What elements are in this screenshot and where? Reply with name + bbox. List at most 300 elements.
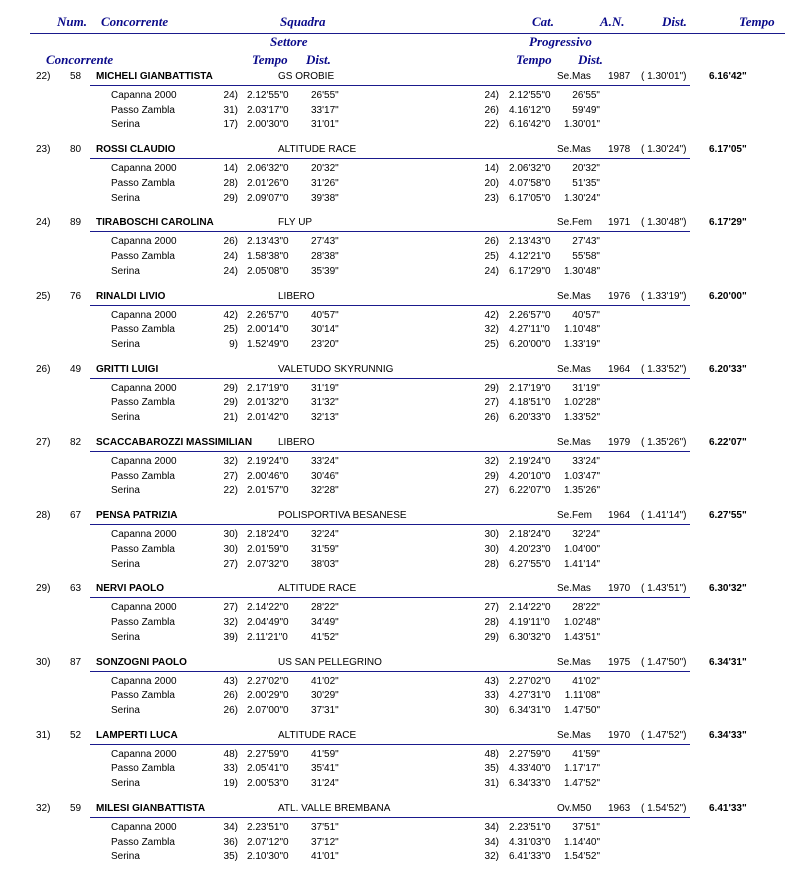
prog-gap: 41'59": [572, 748, 600, 760]
gap: ( 1.33'52"): [641, 363, 687, 375]
position: 31): [36, 729, 51, 741]
entry-rule: [90, 671, 690, 672]
category: Se.Mas: [557, 583, 591, 595]
prog-rank: 32): [484, 851, 499, 863]
split-row: [0, 690, 796, 704]
final-time: 6.34'31": [709, 656, 747, 668]
split-point: Passo Zambla: [111, 617, 175, 629]
split-point: Passo Zambla: [111, 324, 175, 336]
prog-rank: 23): [484, 192, 499, 204]
sector-gap: 35'41": [311, 763, 339, 775]
birth-year: 1964: [608, 363, 631, 375]
prog-gap: 1.10'48": [563, 324, 600, 336]
gap: ( 1.30'24"): [641, 144, 687, 156]
split-row: [0, 471, 796, 485]
header-tempo: Tempo: [739, 14, 775, 29]
category: Ov.M50: [557, 803, 592, 814]
position: 26): [36, 363, 51, 375]
prog-rank: 30): [484, 529, 499, 541]
team-name: ALTITUDE RACE: [278, 583, 357, 595]
sector-rank: 27): [223, 470, 238, 482]
sector-time: 2.07'32"0: [247, 558, 289, 570]
prog-time: 2.06'32"0: [509, 163, 551, 175]
sector-rank: 25): [223, 324, 238, 336]
prog-gap: 1.30'24": [563, 192, 600, 204]
split-row: [0, 178, 796, 192]
split-point: Capanna 2000: [111, 529, 177, 541]
sector-rank: 42): [223, 309, 238, 321]
gap: ( 1.30'48"): [641, 217, 687, 229]
prog-time: 4.20'23"0: [509, 543, 551, 555]
position: 30): [36, 656, 51, 668]
sector-time: 2.23'51"0: [247, 822, 289, 833]
competitor-name: PENSA PATRIZIA: [96, 510, 178, 522]
split-row: [0, 90, 796, 104]
sector-rank: 27): [223, 558, 238, 570]
prog-time: 4.27'31"0: [509, 690, 551, 702]
header-dist: Dist.: [662, 14, 687, 29]
sector-rank: 39): [223, 631, 238, 643]
sector-rank: 43): [223, 675, 238, 687]
result-entry: [0, 434, 796, 507]
sector-time: 2.01'32"0: [247, 397, 289, 409]
competitor-name: LAMPERTI LUCA: [96, 729, 178, 741]
bib-number: 80: [70, 144, 82, 156]
split-row: [0, 602, 796, 616]
prog-time: 4.18'51"0: [509, 397, 551, 409]
split-point: Capanna 2000: [111, 602, 177, 614]
split-point: Serina: [111, 412, 140, 424]
sector-gap: 33'24": [311, 456, 339, 467]
header-concorrente-top: Concorrente: [101, 14, 169, 29]
split-row: [0, 236, 796, 250]
prog-rank: 24): [484, 265, 499, 277]
prog-time: 2.27'02"0: [509, 675, 551, 687]
prog-rank: 28): [484, 558, 499, 570]
result-entry: [0, 507, 796, 580]
sector-gap: 38'03": [311, 558, 339, 570]
sector-time: 2.00'46"0: [247, 470, 289, 482]
competitor-name: SCACCABAROZZI MASSIMILIAN: [96, 437, 253, 448]
prog-time: 4.27'11"0: [509, 324, 550, 336]
split-point: Serina: [111, 851, 140, 863]
split-point: Capanna 2000: [111, 236, 177, 248]
entry-rule: [90, 744, 690, 745]
birth-year: 1987: [608, 71, 631, 82]
sector-time: 2.07'12"0: [247, 836, 289, 848]
sector-gap: 20'32": [311, 163, 339, 175]
prog-rank: 34): [484, 822, 499, 833]
prog-time: 2.18'24"0: [509, 529, 551, 541]
sector-time: 2.00'29"0: [247, 690, 289, 702]
header-concorrente: Concorrente: [46, 52, 114, 67]
sector-time: 2.01'26"0: [247, 177, 289, 189]
team-name: GS OROBIE: [278, 71, 335, 82]
sector-rank: 19): [223, 778, 238, 790]
sector-rank: 28): [223, 177, 238, 189]
entry-rule: [90, 524, 690, 525]
prog-gap: 1.30'01": [563, 119, 600, 131]
sector-gap: 41'02": [311, 675, 339, 687]
prog-time: 6.34'33"0: [509, 778, 551, 790]
sector-gap: 41'52": [311, 631, 339, 643]
prog-gap: 1.47'52": [563, 778, 600, 790]
result-entry: [0, 214, 796, 287]
final-time: 6.20'00": [709, 290, 747, 302]
prog-time: 6.16'42"0: [509, 119, 551, 131]
sector-time: 2.07'00"0: [247, 704, 289, 716]
split-point: Serina: [111, 338, 140, 350]
birth-year: 1975: [608, 656, 631, 668]
prog-rank: 27): [484, 397, 499, 409]
header-prog-dist: Dist.: [578, 52, 603, 67]
prog-gap: 1.54'52": [563, 851, 600, 863]
header-squadra: Squadra: [280, 14, 326, 29]
sector-time: 2.00'30"0: [247, 119, 289, 131]
split-row: [0, 193, 796, 207]
sector-gap: 31'24": [311, 778, 339, 790]
prog-time: 6.17'05"0: [509, 192, 551, 204]
gap: ( 1.47'50"): [641, 656, 687, 668]
prog-time: 2.19'24"0: [509, 456, 551, 467]
split-point: Passo Zambla: [111, 763, 175, 775]
final-time: 6.34'33": [709, 729, 747, 741]
prog-gap: 28'22": [572, 602, 600, 614]
sector-gap: 39'38": [311, 192, 339, 204]
prog-gap: 1.41'14": [563, 558, 600, 570]
prog-gap: 1.30'48": [563, 265, 600, 277]
split-row: [0, 397, 796, 411]
gap: ( 1.33'19"): [641, 290, 687, 302]
prog-rank: 20): [484, 177, 499, 189]
split-point: Capanna 2000: [111, 456, 177, 467]
prog-rank: 27): [484, 602, 499, 614]
header-settore-tempo: Tempo: [252, 52, 288, 67]
sector-rank: 32): [223, 456, 238, 467]
bib-number: 87: [70, 656, 82, 668]
prog-time: 4.31'03"0: [509, 836, 551, 848]
prog-time: 4.19'11"0: [509, 617, 550, 629]
sector-time: 2.00'53"0: [247, 778, 289, 790]
sector-gap: 27'43": [311, 236, 339, 248]
split-point: Capanna 2000: [111, 822, 177, 833]
prog-rank: 42): [484, 309, 499, 321]
team-name: LIBERO: [278, 290, 315, 302]
sector-gap: 23'20": [311, 338, 339, 350]
prog-gap: 1.11'08": [564, 690, 600, 702]
split-row: [0, 266, 796, 280]
entry-rule: [90, 817, 690, 818]
team-name: POLISPORTIVA BESANESE: [278, 510, 407, 522]
competitor-name: NERVI PAOLO: [96, 583, 164, 595]
sector-gap: 30'29": [311, 690, 339, 702]
result-entry: [0, 68, 796, 141]
entry-rule: [90, 85, 690, 86]
split-point: Capanna 2000: [111, 675, 177, 687]
sector-time: 2.05'08"0: [247, 265, 289, 277]
bib-number: 76: [70, 290, 82, 302]
sector-time: 2.18'24"0: [247, 529, 289, 541]
split-point: Passo Zambla: [111, 690, 175, 702]
final-time: 6.17'05": [709, 144, 747, 156]
prog-gap: 1.47'50": [563, 704, 600, 716]
competitor-name: MICHELI GIANBATTISTA: [96, 71, 213, 82]
split-point: Capanna 2000: [111, 163, 177, 175]
split-point: Passo Zambla: [111, 470, 175, 482]
prog-rank: 48): [484, 748, 499, 760]
split-row: [0, 705, 796, 719]
prog-time: 4.20'10"0: [509, 470, 551, 482]
result-entry: [0, 141, 796, 214]
entry-rule: [90, 305, 690, 306]
gap: ( 1.41'14"): [641, 510, 687, 522]
birth-year: 1964: [608, 510, 631, 522]
prog-rank: 26): [484, 412, 499, 424]
sector-gap: 35'39": [311, 265, 339, 277]
sector-time: 2.26'57"0: [247, 309, 289, 321]
sector-gap: 30'46": [311, 470, 339, 482]
category: Se.Fem: [557, 510, 593, 522]
sector-gap: 32'28": [311, 485, 339, 497]
prog-rank: 32): [484, 456, 499, 467]
prog-time: 6.22'07"0: [509, 485, 551, 497]
prog-gap: 1.02'28": [563, 397, 600, 409]
prog-rank: 43): [484, 675, 499, 687]
prog-gap: 1.33'19": [563, 338, 600, 350]
sector-gap: 31'19": [311, 382, 339, 394]
prog-rank: 24): [484, 90, 499, 101]
sector-gap: 31'32": [311, 397, 339, 409]
header-settore-dist: Dist.: [306, 52, 331, 67]
header-an: A.N.: [600, 14, 625, 29]
header-rule: [30, 33, 785, 34]
category: Se.Mas: [557, 656, 591, 668]
prog-time: 6.34'31"0: [509, 704, 551, 716]
sector-rank: 27): [223, 602, 238, 614]
prog-time: 4.16'12"0: [509, 104, 551, 116]
birth-year: 1971: [608, 217, 631, 229]
position: 28): [36, 510, 51, 522]
sector-gap: 31'59": [311, 543, 339, 555]
prog-rank: 26): [484, 236, 499, 248]
position: 24): [36, 217, 51, 229]
prog-time: 2.27'59"0: [509, 748, 551, 760]
prog-gap: 1.17'17": [563, 763, 600, 775]
split-point: Passo Zambla: [111, 397, 175, 409]
split-row: [0, 544, 796, 558]
competitor-name: GRITTI LUIGI: [96, 363, 159, 375]
prog-rank: 34): [484, 836, 499, 848]
sector-rank: 24): [223, 265, 238, 277]
sector-gap: 26'55": [311, 90, 339, 101]
prog-rank: 29): [484, 631, 499, 643]
prog-time: 6.30'32"0: [509, 631, 551, 643]
prog-rank: 25): [484, 338, 499, 350]
result-entry: [0, 288, 796, 361]
sector-time: 2.09'07"0: [247, 192, 289, 204]
prog-time: 2.23'51"0: [509, 822, 551, 833]
position: 25): [36, 290, 51, 302]
prog-gap: 1.43'51": [563, 631, 600, 643]
sector-time: 2.03'17"0: [247, 104, 289, 116]
result-entry: [0, 580, 796, 653]
prog-rank: 22): [484, 119, 499, 131]
split-row: [0, 749, 796, 763]
split-row: [0, 837, 796, 851]
sector-rank: 24): [223, 251, 238, 263]
bib-number: 58: [70, 71, 82, 82]
prog-gap: 26'55": [572, 90, 600, 101]
prog-time: 2.12'55"0: [509, 90, 551, 101]
split-point: Serina: [111, 192, 140, 204]
category: Se.Mas: [557, 437, 591, 448]
sector-time: 2.06'32"0: [247, 163, 289, 175]
sector-gap: 31'26": [311, 177, 339, 189]
sector-rank: 36): [223, 836, 238, 848]
sector-rank: 35): [223, 851, 238, 863]
final-time: 6.20'33": [709, 363, 747, 375]
split-point: Serina: [111, 119, 140, 131]
final-time: 6.22'07": [709, 437, 747, 448]
result-entry: [0, 727, 796, 800]
prog-rank: 35): [484, 763, 499, 775]
sector-gap: 28'38": [311, 251, 339, 263]
split-point: Capanna 2000: [111, 309, 177, 321]
prog-time: 4.33'40"0: [509, 763, 551, 775]
split-point: Passo Zambla: [111, 177, 175, 189]
split-row: [0, 324, 796, 338]
birth-year: 1970: [608, 729, 631, 741]
prog-gap: 1.14'40": [563, 836, 600, 848]
prog-gap: 37'51": [572, 822, 600, 833]
prog-rank: 14): [484, 163, 499, 175]
position: 27): [36, 437, 51, 448]
category: Se.Mas: [557, 71, 591, 82]
prog-rank: 25): [484, 251, 499, 263]
prog-gap: 27'43": [572, 236, 600, 248]
gap: ( 1.35'26"): [641, 437, 687, 448]
prog-gap: 32'24": [572, 529, 600, 541]
sector-rank: 14): [223, 163, 238, 175]
sector-time: 1.58'38"0: [247, 251, 289, 263]
gap: ( 1.54'52"): [641, 803, 687, 814]
sector-time: 2.05'41"0: [247, 763, 289, 775]
final-time: 6.41'33": [709, 803, 747, 814]
bib-number: 67: [70, 510, 82, 522]
split-point: Passo Zambla: [111, 104, 175, 116]
position: 32): [36, 803, 51, 814]
gap: ( 1.30'01"): [641, 71, 687, 82]
prog-rank: 28): [484, 617, 499, 629]
sector-rank: 30): [223, 529, 238, 541]
split-point: Serina: [111, 631, 140, 643]
sector-time: 2.01'57"0: [247, 485, 289, 497]
header-settore: Settore: [270, 34, 308, 49]
split-point: Capanna 2000: [111, 382, 177, 394]
sector-gap: 41'59": [311, 748, 339, 760]
birth-year: 1963: [608, 803, 631, 814]
split-point: Passo Zambla: [111, 836, 175, 848]
prog-time: 6.27'55"0: [509, 558, 551, 570]
category: Se.Mas: [557, 729, 591, 741]
category: Se.Mas: [557, 290, 591, 302]
entry-rule: [90, 378, 690, 379]
sector-time: 2.27'59"0: [247, 748, 289, 760]
sector-gap: 33'17": [311, 104, 339, 116]
prog-gap: 1.35'26": [563, 485, 600, 497]
sector-rank: 21): [223, 412, 238, 424]
prog-gap: 55'58": [572, 251, 600, 263]
competitor-name: ROSSI CLAUDIO: [96, 144, 176, 156]
sector-rank: 22): [223, 485, 238, 497]
sector-time: 2.13'43"0: [247, 236, 289, 248]
sector-gap: 37'31": [311, 704, 339, 716]
sector-rank: 29): [223, 192, 238, 204]
sector-rank: 48): [223, 748, 238, 760]
prog-gap: 40'57": [572, 309, 600, 321]
competitor-name: RINALDI LIVIO: [96, 290, 166, 302]
split-row: [0, 251, 796, 265]
competitor-name: TIRABOSCHI CAROLINA: [96, 217, 214, 229]
split-row: [0, 163, 796, 177]
result-entry: [0, 361, 796, 434]
sector-rank: 29): [223, 397, 238, 409]
bib-number: 82: [70, 437, 82, 448]
sector-time: 2.11'21"0: [247, 631, 288, 643]
position: 29): [36, 583, 51, 595]
result-entry: [0, 654, 796, 727]
position: 23): [36, 144, 51, 156]
sector-time: 1.52'49"0: [247, 338, 289, 350]
bib-number: 49: [70, 363, 82, 375]
split-row: [0, 851, 796, 865]
final-time: 6.17'29": [709, 217, 747, 229]
prog-gap: 33'24": [572, 456, 600, 467]
split-point: Serina: [111, 558, 140, 570]
split-point: Serina: [111, 704, 140, 716]
prog-time: 4.07'58"0: [509, 177, 551, 189]
header-progressivo: Progressivo: [529, 34, 592, 49]
sector-gap: 37'12": [311, 836, 339, 848]
category: Se.Mas: [557, 144, 591, 156]
sector-gap: 32'24": [311, 529, 339, 541]
birth-year: 1978: [608, 144, 631, 156]
sector-time: 2.17'19"0: [247, 382, 289, 394]
sector-gap: 34'49": [311, 617, 339, 629]
sector-time: 2.14'22"0: [247, 602, 289, 614]
prog-rank: 30): [484, 543, 499, 555]
sector-rank: 34): [223, 822, 238, 833]
split-row: [0, 383, 796, 397]
split-point: Capanna 2000: [111, 90, 177, 101]
sector-gap: 40'57": [311, 309, 339, 321]
split-row: [0, 676, 796, 690]
sector-rank: 9): [229, 338, 238, 350]
prog-gap: 59'49": [572, 104, 600, 116]
prog-time: 6.17'29"0: [509, 265, 551, 277]
prog-time: 2.13'43"0: [509, 236, 551, 248]
category: Se.Mas: [557, 363, 591, 375]
gap: ( 1.47'52"): [641, 729, 687, 741]
split-row: [0, 778, 796, 792]
sector-rank: 29): [223, 382, 238, 394]
competitor-name: SONZOGNI PAOLO: [96, 656, 187, 668]
birth-year: 1979: [608, 437, 631, 448]
split-row: [0, 485, 796, 499]
final-time: 6.27'55": [709, 510, 747, 522]
sector-time: 2.04'49"0: [247, 617, 289, 629]
team-name: ALTITUDE RACE: [278, 144, 357, 156]
